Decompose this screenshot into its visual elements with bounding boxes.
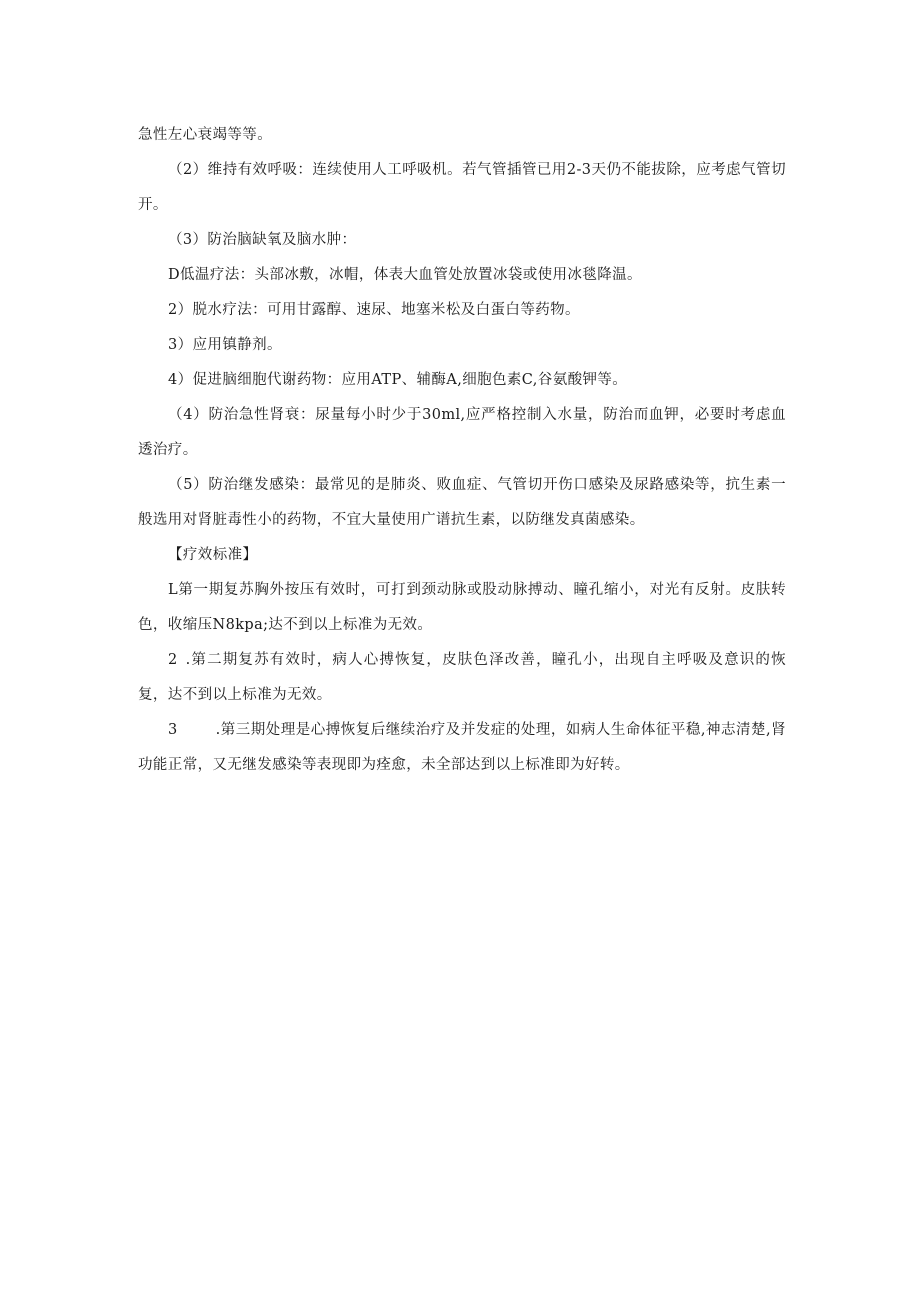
paragraph-stage-two [138,643,786,713]
list-item-sedatives: 3）应用镇静剂。 [168,337,282,353]
paragraph-renal-failure: （4）防治急性肾衰：尿量每小时少于30ml,应严格控制入水量，防治而血钾，必要时考虑血透治疗。 [138,407,786,458]
stage-three-text: .第三期处理是心搏恢复后继续治疗及并发症的处理，如病人生命体征平稳,神志清楚,肾功能正常，又无继发感染等表现即为痊愈，未全部达到以上标准即为好转。 [138,722,786,773]
stage-two-number: 2 [168,652,178,668]
paragraph-secondary-infection: （5）防治继发感染：最常见的是肺炎、败血症、气管切开伤口感染及尿路感染等，抗生素一般选用对肾脏毒性小的药物，不宜大量使用广谱抗生素，以防继发真菌感染。 [138,477,786,528]
paragraph-stage-three [138,713,786,783]
paragraph-brain-hypoxia-heading: （3）防治脑缺氧及脑水肿： [168,232,357,248]
paragraph-maintain-breathing: （2）维持有效呼吸：连续使用人工呼吸机。若气管插管已用2-3天仍不能拔除，应考虑气管切开。 [138,162,786,213]
document-body [138,118,786,783]
stage-two-text: .第二期复苏有效时，病人心搏恢复，皮肤色泽改善，瞳孔小，出现自主呼吸及意识的恢复，达不到以上标准为无效。 [138,652,786,703]
list-item-hypothermia: D低温疗法：头部冰敷，冰帽，体表大血管处放置冰袋或使用冰毯降温。 [168,267,642,283]
section-heading-efficacy-criteria: 【疗效标准】 [168,547,258,563]
stage-three-number: 3 [168,722,178,738]
paragraph-stage-one: L第一期复苏胸外按压有效时，可打到颈动脉或股动脉搏动、瞳孔缩小，对光有反射。皮肤转色，收缩压N8kpa;达不到以上标准为无效。 [138,582,786,633]
list-item-dehydration: 2）脱水疗法：可用甘露醇、速尿、地塞米松及白蛋白等药物。 [168,302,580,318]
paragraph-heart-failure-tail: 急性左心衰竭等等。 [138,127,273,143]
list-item-brain-metabolism: 4）促进脑细胞代谢药物：应用ATP、辅酶A,细胞色素C,谷氨酸钾等。 [168,372,628,388]
